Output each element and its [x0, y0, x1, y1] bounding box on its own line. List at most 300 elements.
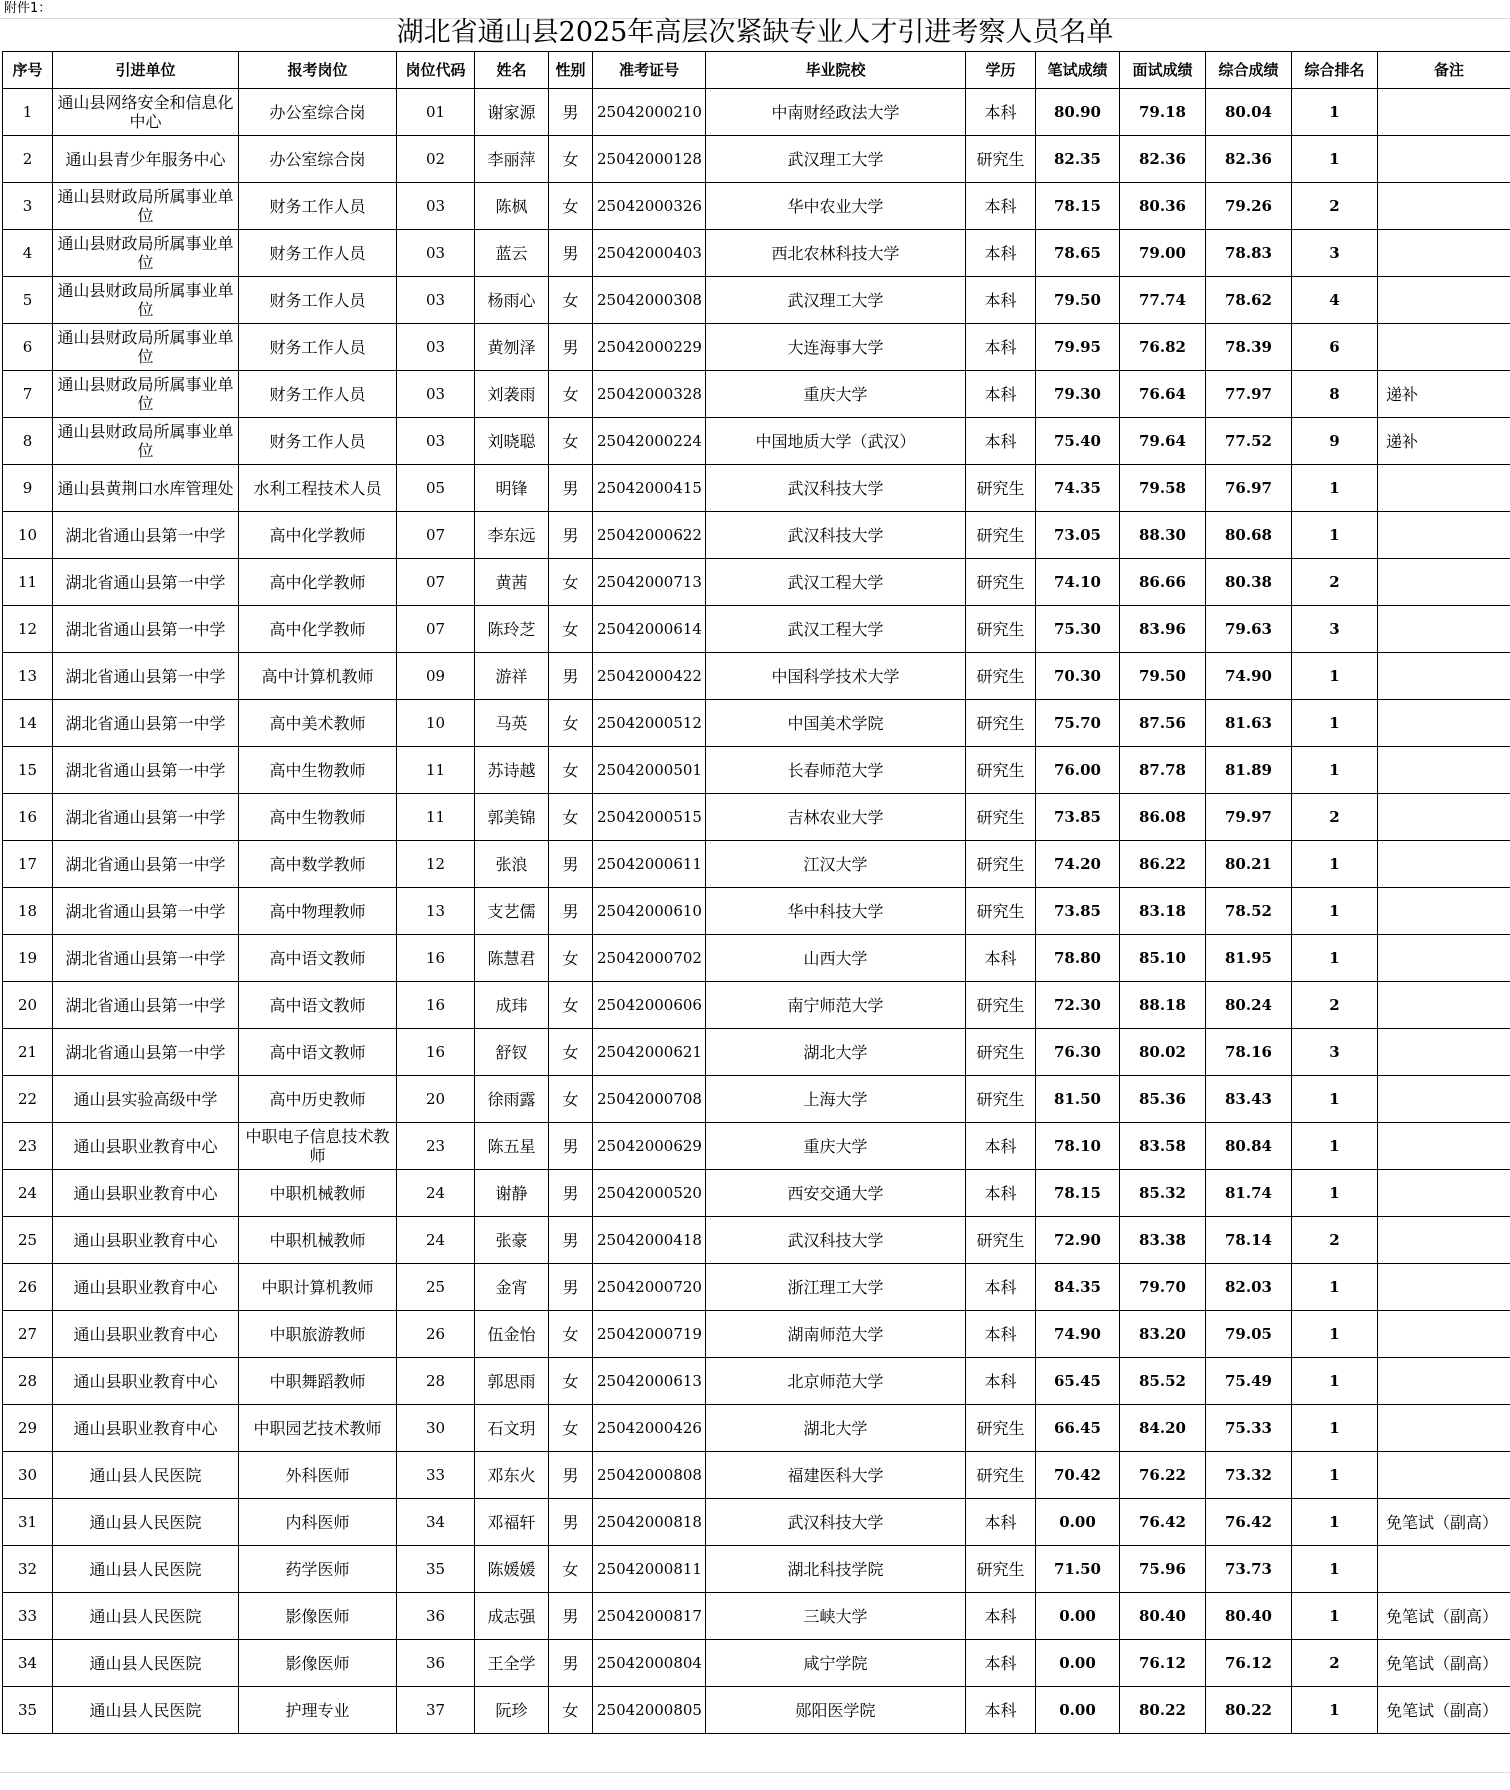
- row-rank: 1: [1292, 465, 1378, 512]
- table-row: [3, 1358, 1510, 1405]
- row-index: 5: [3, 277, 53, 324]
- row-total-score: 79.05: [1206, 1311, 1292, 1358]
- row-total-score: 78.52: [1206, 888, 1292, 935]
- row-name: 谢家源: [475, 89, 549, 136]
- row-total-score: 79.97: [1206, 794, 1292, 841]
- row-written-score: 71.50: [1036, 1546, 1120, 1593]
- row-post-code: 03: [397, 324, 475, 371]
- row-degree: 本科: [966, 277, 1036, 324]
- row-written-score: 70.42: [1036, 1452, 1120, 1499]
- row-index: 11: [3, 559, 53, 606]
- row-ticket: 25042000804: [593, 1640, 706, 1687]
- row-gender: 女: [549, 606, 593, 653]
- row-post: 财务工作人员: [239, 324, 397, 371]
- row-post: 中职机械教师: [239, 1170, 397, 1217]
- row-total-score: 82.36: [1206, 136, 1292, 183]
- row-gender: 男: [549, 1499, 593, 1546]
- row-post-code: 36: [397, 1640, 475, 1687]
- row-degree: 本科: [966, 1687, 1036, 1734]
- row-note: [1378, 935, 1510, 982]
- row-degree: 本科: [966, 371, 1036, 418]
- row-post-code: 10: [397, 700, 475, 747]
- col-written-header: 笔试成绩: [1036, 52, 1120, 89]
- row-index: 7: [3, 371, 53, 418]
- row-post-code: 26: [397, 1311, 475, 1358]
- row-total-score: 80.84: [1206, 1123, 1292, 1170]
- row-interview-score: 79.18: [1120, 89, 1206, 136]
- row-total-score: 81.95: [1206, 935, 1292, 982]
- row-ticket: 25042000720: [593, 1264, 706, 1311]
- row-total-score: 79.63: [1206, 606, 1292, 653]
- row-degree: 本科: [966, 230, 1036, 277]
- row-interview-score: 85.52: [1120, 1358, 1206, 1405]
- row-name: 邓福轩: [475, 1499, 549, 1546]
- row-ticket: 25042000817: [593, 1593, 706, 1640]
- row-gender: 女: [549, 794, 593, 841]
- row-unit: 通山县人民医院: [53, 1546, 239, 1593]
- row-ticket: 25042000520: [593, 1170, 706, 1217]
- row-written-score: 66.45: [1036, 1405, 1120, 1452]
- row-school: 武汉理工大学: [706, 136, 966, 183]
- row-unit: 湖北省通山县第一中学: [53, 700, 239, 747]
- row-rank: 2: [1292, 982, 1378, 1029]
- row-ticket: 25042000210: [593, 89, 706, 136]
- row-ticket: 25042000426: [593, 1405, 706, 1452]
- row-unit: 通山县网络安全和信息化中心: [53, 89, 239, 136]
- row-interview-score: 84.20: [1120, 1405, 1206, 1452]
- row-post-code: 03: [397, 183, 475, 230]
- row-note: [1378, 183, 1510, 230]
- row-name: 张浪: [475, 841, 549, 888]
- table-row: [3, 1076, 1510, 1123]
- row-ticket: 25042000308: [593, 277, 706, 324]
- row-note: [1378, 1452, 1510, 1499]
- row-gender: 女: [549, 1076, 593, 1123]
- row-post-code: 37: [397, 1687, 475, 1734]
- row-name: 李东远: [475, 512, 549, 559]
- row-rank: 2: [1292, 559, 1378, 606]
- row-name: 支艺儒: [475, 888, 549, 935]
- row-ticket: 25042000611: [593, 841, 706, 888]
- row-post-code: 03: [397, 277, 475, 324]
- row-ticket: 25042000719: [593, 1311, 706, 1358]
- col-unit-header: 引进单位: [53, 52, 239, 89]
- row-school: 武汉理工大学: [706, 277, 966, 324]
- row-total-score: 78.83: [1206, 230, 1292, 277]
- row-post-code: 02: [397, 136, 475, 183]
- row-name: 陈五星: [475, 1123, 549, 1170]
- row-rank: 1: [1292, 512, 1378, 559]
- row-post: 中职机械教师: [239, 1217, 397, 1264]
- row-unit: 通山县人民医院: [53, 1640, 239, 1687]
- row-written-score: 74.35: [1036, 465, 1120, 512]
- row-name: 李丽萍: [475, 136, 549, 183]
- row-written-score: 75.30: [1036, 606, 1120, 653]
- row-post: 高中语文教师: [239, 982, 397, 1029]
- row-index: 1: [3, 89, 53, 136]
- row-interview-score: 75.96: [1120, 1546, 1206, 1593]
- row-interview-score: 86.66: [1120, 559, 1206, 606]
- row-post: 办公室综合岗: [239, 89, 397, 136]
- row-interview-score: 83.58: [1120, 1123, 1206, 1170]
- row-total-score: 78.62: [1206, 277, 1292, 324]
- row-note: [1378, 324, 1510, 371]
- row-unit: 湖北省通山县第一中学: [53, 512, 239, 559]
- row-gender: 女: [549, 1029, 593, 1076]
- row-note: 免笔试（副高）: [1378, 1640, 1510, 1687]
- col-rank-header: 综合排名: [1292, 52, 1378, 89]
- row-post: 中职园艺技术教师: [239, 1405, 397, 1452]
- row-name: 徐雨露: [475, 1076, 549, 1123]
- row-index: 12: [3, 606, 53, 653]
- row-degree: 研究生: [966, 982, 1036, 1029]
- row-unit: 通山县职业教育中心: [53, 1311, 239, 1358]
- row-index: 34: [3, 1640, 53, 1687]
- table-row: [3, 512, 1510, 559]
- table-row: [3, 277, 1510, 324]
- row-written-score: 72.90: [1036, 1217, 1120, 1264]
- row-index: 20: [3, 982, 53, 1029]
- row-post: 中职舞蹈教师: [239, 1358, 397, 1405]
- row-ticket: 25042000621: [593, 1029, 706, 1076]
- row-note: [1378, 982, 1510, 1029]
- row-gender: 女: [549, 935, 593, 982]
- row-school: 湖北科技学院: [706, 1546, 966, 1593]
- row-name: 陈媛媛: [475, 1546, 549, 1593]
- row-degree: 研究生: [966, 1546, 1036, 1593]
- row-name: 陈枫: [475, 183, 549, 230]
- row-gender: 男: [549, 1640, 593, 1687]
- row-interview-score: 83.20: [1120, 1311, 1206, 1358]
- row-index: 16: [3, 794, 53, 841]
- row-name: 邓东火: [475, 1452, 549, 1499]
- table-row: [3, 371, 1510, 418]
- row-post: 高中历史教师: [239, 1076, 397, 1123]
- row-note: [1378, 465, 1510, 512]
- table-row: [3, 1311, 1510, 1358]
- row-gender: 女: [549, 559, 593, 606]
- row-written-score: 84.35: [1036, 1264, 1120, 1311]
- row-post-code: 33: [397, 1452, 475, 1499]
- row-index: 13: [3, 653, 53, 700]
- row-degree: 本科: [966, 89, 1036, 136]
- row-rank: 1: [1292, 1593, 1378, 1640]
- row-degree: 本科: [966, 1123, 1036, 1170]
- row-rank: 1: [1292, 1405, 1378, 1452]
- row-name: 游祥: [475, 653, 549, 700]
- row-post-code: 36: [397, 1593, 475, 1640]
- row-degree: 研究生: [966, 888, 1036, 935]
- row-note: [1378, 1546, 1510, 1593]
- row-gender: 男: [549, 841, 593, 888]
- row-rank: 3: [1292, 230, 1378, 277]
- row-school: 湖北大学: [706, 1029, 966, 1076]
- row-note: [1378, 841, 1510, 888]
- row-post-code: 11: [397, 794, 475, 841]
- row-note: [1378, 89, 1510, 136]
- table-row: [3, 653, 1510, 700]
- row-school: 湖南师范大学: [706, 1311, 966, 1358]
- row-degree: 研究生: [966, 136, 1036, 183]
- row-note: 免笔试（副高）: [1378, 1499, 1510, 1546]
- row-gender: 女: [549, 700, 593, 747]
- row-post-code: 07: [397, 606, 475, 653]
- row-unit: 通山县职业教育中心: [53, 1264, 239, 1311]
- row-rank: 1: [1292, 1358, 1378, 1405]
- row-post-code: 30: [397, 1405, 475, 1452]
- row-total-score: 82.03: [1206, 1264, 1292, 1311]
- row-total-score: 81.89: [1206, 747, 1292, 794]
- row-rank: 1: [1292, 136, 1378, 183]
- row-written-score: 79.50: [1036, 277, 1120, 324]
- row-post-code: 35: [397, 1546, 475, 1593]
- row-written-score: 74.20: [1036, 841, 1120, 888]
- row-name: 刘袭雨: [475, 371, 549, 418]
- row-post-code: 13: [397, 888, 475, 935]
- row-note: [1378, 606, 1510, 653]
- row-school: 武汉科技大学: [706, 465, 966, 512]
- row-interview-score: 80.40: [1120, 1593, 1206, 1640]
- row-name: 陈慧君: [475, 935, 549, 982]
- row-post-code: 16: [397, 1029, 475, 1076]
- row-name: 蓝云: [475, 230, 549, 277]
- row-ticket: 25042000403: [593, 230, 706, 277]
- row-total-score: 81.74: [1206, 1170, 1292, 1217]
- table-row: [3, 230, 1510, 277]
- row-post: 高中化学教师: [239, 559, 397, 606]
- row-ticket: 25042000708: [593, 1076, 706, 1123]
- row-total-score: 80.04: [1206, 89, 1292, 136]
- row-school: 长春师范大学: [706, 747, 966, 794]
- col-note-header: 备注: [1378, 52, 1510, 89]
- row-unit: 通山县财政局所属事业单位: [53, 230, 239, 277]
- row-degree: 本科: [966, 1358, 1036, 1405]
- row-ticket: 25042000415: [593, 465, 706, 512]
- row-post: 高中美术教师: [239, 700, 397, 747]
- table-row: [3, 183, 1510, 230]
- row-interview-score: 83.96: [1120, 606, 1206, 653]
- table-row: [3, 841, 1510, 888]
- table-row: [3, 324, 1510, 371]
- row-name: 张豪: [475, 1217, 549, 1264]
- row-ticket: 25042000224: [593, 418, 706, 465]
- row-gender: 男: [549, 1170, 593, 1217]
- row-written-score: 75.40: [1036, 418, 1120, 465]
- row-gender: 女: [549, 1358, 593, 1405]
- row-degree: 研究生: [966, 700, 1036, 747]
- row-ticket: 25042000702: [593, 935, 706, 982]
- row-degree: 研究生: [966, 841, 1036, 888]
- table-row: [3, 1546, 1510, 1593]
- row-ticket: 25042000501: [593, 747, 706, 794]
- row-index: 22: [3, 1076, 53, 1123]
- row-index: 29: [3, 1405, 53, 1452]
- table-row: [3, 1029, 1510, 1076]
- row-post-code: 23: [397, 1123, 475, 1170]
- row-unit: 湖北省通山县第一中学: [53, 888, 239, 935]
- row-school: 中国科学技术大学: [706, 653, 966, 700]
- row-post: 药学医师: [239, 1546, 397, 1593]
- row-post-code: 16: [397, 982, 475, 1029]
- row-written-score: 79.30: [1036, 371, 1120, 418]
- row-note: [1378, 794, 1510, 841]
- row-school: 江汉大学: [706, 841, 966, 888]
- table-row: [3, 1640, 1510, 1687]
- row-name: 伍金怡: [475, 1311, 549, 1358]
- row-index: 2: [3, 136, 53, 183]
- row-written-score: 78.15: [1036, 183, 1120, 230]
- row-total-score: 73.73: [1206, 1546, 1292, 1593]
- row-name: 成玮: [475, 982, 549, 1029]
- row-post-code: 03: [397, 418, 475, 465]
- table-row: [3, 747, 1510, 794]
- row-total-score: 80.68: [1206, 512, 1292, 559]
- row-name: 金宵: [475, 1264, 549, 1311]
- row-total-score: 76.42: [1206, 1499, 1292, 1546]
- row-name: 杨雨心: [475, 277, 549, 324]
- table-row: [3, 794, 1510, 841]
- row-interview-score: 85.10: [1120, 935, 1206, 982]
- table-row: [3, 1452, 1510, 1499]
- row-interview-score: 76.12: [1120, 1640, 1206, 1687]
- row-rank: 1: [1292, 1170, 1378, 1217]
- row-name: 郭思雨: [475, 1358, 549, 1405]
- row-total-score: 78.39: [1206, 324, 1292, 371]
- row-total-score: 81.63: [1206, 700, 1292, 747]
- row-name: 陈玲芝: [475, 606, 549, 653]
- row-post: 高中计算机教师: [239, 653, 397, 700]
- row-rank: 1: [1292, 1123, 1378, 1170]
- row-unit: 通山县人民医院: [53, 1499, 239, 1546]
- row-post: 高中化学教师: [239, 512, 397, 559]
- row-school: 浙江理工大学: [706, 1264, 966, 1311]
- row-written-score: 81.50: [1036, 1076, 1120, 1123]
- row-post: 内科医师: [239, 1499, 397, 1546]
- row-index: 4: [3, 230, 53, 277]
- row-school: 西安交通大学: [706, 1170, 966, 1217]
- row-school: 咸宁学院: [706, 1640, 966, 1687]
- row-interview-score: 88.30: [1120, 512, 1206, 559]
- table-row: [3, 136, 1510, 183]
- row-gender: 女: [549, 1311, 593, 1358]
- row-gender: 女: [549, 183, 593, 230]
- row-unit: 通山县人民医院: [53, 1687, 239, 1734]
- row-rank: 2: [1292, 183, 1378, 230]
- col-post-header: 报考岗位: [239, 52, 397, 89]
- row-interview-score: 85.36: [1120, 1076, 1206, 1123]
- row-rank: 1: [1292, 1499, 1378, 1546]
- row-school: 武汉科技大学: [706, 1499, 966, 1546]
- row-unit: 湖北省通山县第一中学: [53, 841, 239, 888]
- row-total-score: 80.40: [1206, 1593, 1292, 1640]
- row-written-score: 78.65: [1036, 230, 1120, 277]
- row-note: 免笔试（副高）: [1378, 1593, 1510, 1640]
- col-school-header: 毕业院校: [706, 52, 966, 89]
- row-written-score: 74.10: [1036, 559, 1120, 606]
- row-note: [1378, 1405, 1510, 1452]
- row-note: [1378, 747, 1510, 794]
- row-post-code: 24: [397, 1217, 475, 1264]
- attachment-label: 附件1：: [4, 0, 51, 18]
- row-note: 免笔试（副高）: [1378, 1687, 1510, 1734]
- row-interview-score: 79.00: [1120, 230, 1206, 277]
- row-name: 石文玥: [475, 1405, 549, 1452]
- row-rank: 1: [1292, 700, 1378, 747]
- row-rank: 1: [1292, 653, 1378, 700]
- row-index: 28: [3, 1358, 53, 1405]
- row-note: [1378, 1029, 1510, 1076]
- row-post: 高中数学教师: [239, 841, 397, 888]
- row-index: 23: [3, 1123, 53, 1170]
- row-rank: 2: [1292, 1640, 1378, 1687]
- row-index: 3: [3, 183, 53, 230]
- row-total-score: 79.26: [1206, 183, 1292, 230]
- row-written-score: 76.30: [1036, 1029, 1120, 1076]
- row-post: 影像医师: [239, 1640, 397, 1687]
- table-row: [3, 1264, 1510, 1311]
- row-name: 刘晓聪: [475, 418, 549, 465]
- row-interview-score: 85.32: [1120, 1170, 1206, 1217]
- row-total-score: 80.38: [1206, 559, 1292, 606]
- row-interview-score: 88.18: [1120, 982, 1206, 1029]
- row-name: 马英: [475, 700, 549, 747]
- row-index: 6: [3, 324, 53, 371]
- row-ticket: 25042000610: [593, 888, 706, 935]
- row-index: 30: [3, 1452, 53, 1499]
- row-unit: 湖北省通山县第一中学: [53, 794, 239, 841]
- row-total-score: 83.43: [1206, 1076, 1292, 1123]
- row-gender: 男: [549, 1123, 593, 1170]
- row-ticket: 25042000713: [593, 559, 706, 606]
- row-interview-score: 79.50: [1120, 653, 1206, 700]
- row-post-code: 16: [397, 935, 475, 982]
- col-ticket-header: 准考证号: [593, 52, 706, 89]
- row-gender: 男: [549, 89, 593, 136]
- row-written-score: 80.90: [1036, 89, 1120, 136]
- row-index: 35: [3, 1687, 53, 1734]
- row-school: 吉林农业大学: [706, 794, 966, 841]
- row-degree: 研究生: [966, 653, 1036, 700]
- row-unit: 通山县职业教育中心: [53, 1170, 239, 1217]
- candidate-table: [2, 51, 1510, 1734]
- row-total-score: 76.12: [1206, 1640, 1292, 1687]
- row-ticket: 25042000229: [593, 324, 706, 371]
- row-degree: 本科: [966, 1264, 1036, 1311]
- row-ticket: 25042000805: [593, 1687, 706, 1734]
- row-degree: 研究生: [966, 1452, 1036, 1499]
- row-post: 财务工作人员: [239, 277, 397, 324]
- row-school: 大连海事大学: [706, 324, 966, 371]
- row-index: 8: [3, 418, 53, 465]
- row-post: 高中物理教师: [239, 888, 397, 935]
- row-unit: 通山县职业教育中心: [53, 1405, 239, 1452]
- row-ticket: 25042000606: [593, 982, 706, 1029]
- row-interview-score: 87.56: [1120, 700, 1206, 747]
- row-post-code: 05: [397, 465, 475, 512]
- row-note: [1378, 512, 1510, 559]
- row-rank: 3: [1292, 606, 1378, 653]
- row-name: 王全学: [475, 1640, 549, 1687]
- row-note: [1378, 1170, 1510, 1217]
- row-unit: 通山县财政局所属事业单位: [53, 183, 239, 230]
- row-index: 25: [3, 1217, 53, 1264]
- row-interview-score: 82.36: [1120, 136, 1206, 183]
- row-ticket: 25042000808: [593, 1452, 706, 1499]
- row-gender: 男: [549, 512, 593, 559]
- table-row: [3, 1123, 1510, 1170]
- row-name: 郭美锦: [475, 794, 549, 841]
- table-row: [3, 1170, 1510, 1217]
